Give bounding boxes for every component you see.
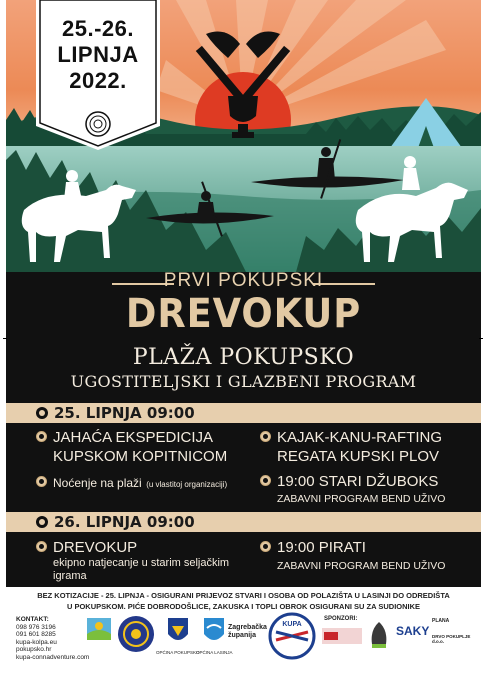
event-jukebox — [277, 472, 445, 505]
contact-phone-2: 091 601 8285 — [16, 631, 56, 639]
sponsor-mascot-icon — [368, 620, 390, 652]
contact-phone-1: 098 976 3196 — [16, 623, 56, 631]
sponsor-drvo-pokuplje-label: DRVO POKUPLJE d.o.o. — [432, 634, 471, 644]
contact-web-3[interactable]: kupa-connadventure.com — [16, 653, 90, 661]
county-logo-text: Zagrebačka županija — [228, 624, 267, 639]
date-line-1: 25.-26. — [62, 16, 134, 41]
bullet-target-icon — [260, 475, 271, 486]
sponsors-title: SPONZORI: — [324, 616, 358, 622]
event-poster — [6, 0, 481, 676]
event-kayak-line-1: KAJAK-KANU-RAFTING — [277, 429, 443, 446]
event-drevokup-line-2: ekipno natjecanje u starim seljačkim — [53, 557, 230, 569]
event-jukebox-line-1: 19:00 STARI DŽUBOKS — [277, 473, 439, 490]
bullet-target-icon — [36, 431, 47, 442]
day-2-heading: 26. LIPNJA 09:00 — [54, 513, 195, 531]
bullet-target-icon — [36, 476, 47, 487]
pokupsko-coat-of-arms-icon — [166, 616, 190, 646]
contact-web-2[interactable]: pokupsko.hr — [16, 646, 52, 654]
sponsor-saky-logo: SAKY — [396, 624, 430, 638]
event-subtitle: PRVI POKUPSKI — [163, 270, 324, 291]
kupa-logo-text: KUPA — [282, 621, 302, 628]
event-title: DREVOKUP — [125, 291, 362, 337]
event-kayak-line-2: REGATA KUPSKI PLOV — [277, 448, 439, 465]
event-dates — [36, 16, 160, 94]
event-overnight-note: (u vlastitoj organizaciji) — [146, 480, 228, 489]
event-kayak-regatta — [277, 428, 442, 466]
bullet-target-icon — [260, 541, 271, 552]
footer-note-line-2: U POKUPSKOM. PIĆE DOBRODOŠLICE, ZAKUSKA I TOPLI OBROK OSIGURANI SU ZA SUDIONIKE — [66, 602, 421, 611]
event-horse-line-2: KUPSKOM KOPITNICOM — [53, 448, 228, 465]
footer-note-line-1: BEZ KOTIZACIJE - 25. LIPNJA - OSIGURANI PRIJEVOZ STVARI I OSOBA OD POLAZIŠTA U LASINJI DO ODREDIŠTA — [37, 591, 450, 600]
event-jukebox-line-2: ZABAVNI PROGRAM BEND UŽIVO — [277, 493, 446, 505]
venue-name: PLAŽA POKUPSKO — [132, 345, 355, 370]
footer-note — [6, 590, 481, 612]
program-line: UGOSTITELJSKI I GLAZBENI PROGRAM — [70, 372, 417, 391]
sponsor-plana-label: PLANA — [432, 618, 450, 624]
event-horse-line-1: JAHAĆA EKSPEDICIJA — [53, 429, 214, 446]
lasinja-coat-of-arms-icon — [202, 616, 226, 646]
event-drevokup-line-3: igrama — [53, 570, 87, 582]
bullet-target-icon — [260, 431, 271, 442]
date-line-2: LIPNJA — [57, 42, 139, 67]
event-overnight-main: Noćenje na plaži — [53, 476, 142, 490]
day-2-target-icon — [36, 516, 48, 528]
event-pirati-line-2: ZABAVNI PROGRAM BEND UŽIVO — [277, 560, 446, 572]
event-pirati-line-1: 19:00 PIRATI — [277, 539, 366, 556]
bullet-target-icon — [36, 541, 47, 552]
event-overnight — [53, 474, 227, 492]
sponsor-logo-drvo-icon — [322, 626, 362, 646]
event-pirati — [277, 538, 445, 572]
crop-mark — [479, 338, 483, 339]
day-2-band — [6, 512, 481, 532]
association-seal-icon — [116, 614, 156, 654]
crop-mark — [3, 338, 7, 339]
event-drevokup-games — [53, 538, 229, 583]
day-1-target-icon — [36, 407, 48, 419]
contact-block — [16, 616, 89, 662]
contact-web-1[interactable]: kupa-kolpa.eu — [16, 638, 57, 646]
municipality-2-label: OPĆINA LASINJA — [196, 650, 233, 655]
day-1-heading: 25. LIPNJA 09:00 — [54, 404, 195, 422]
contact-title: KONTAKT: — [16, 616, 49, 623]
event-horse-expedition — [53, 428, 227, 466]
date-line-3: 2022. — [69, 68, 127, 93]
event-drevokup-line-1: DREVOKUP — [53, 539, 138, 556]
day-1-band — [6, 403, 481, 423]
lag-logo-icon — [84, 616, 114, 648]
kupa-adventure-logo-icon — [268, 612, 316, 660]
municipality-1-label: OPĆINA POKUPSKO — [156, 650, 200, 655]
